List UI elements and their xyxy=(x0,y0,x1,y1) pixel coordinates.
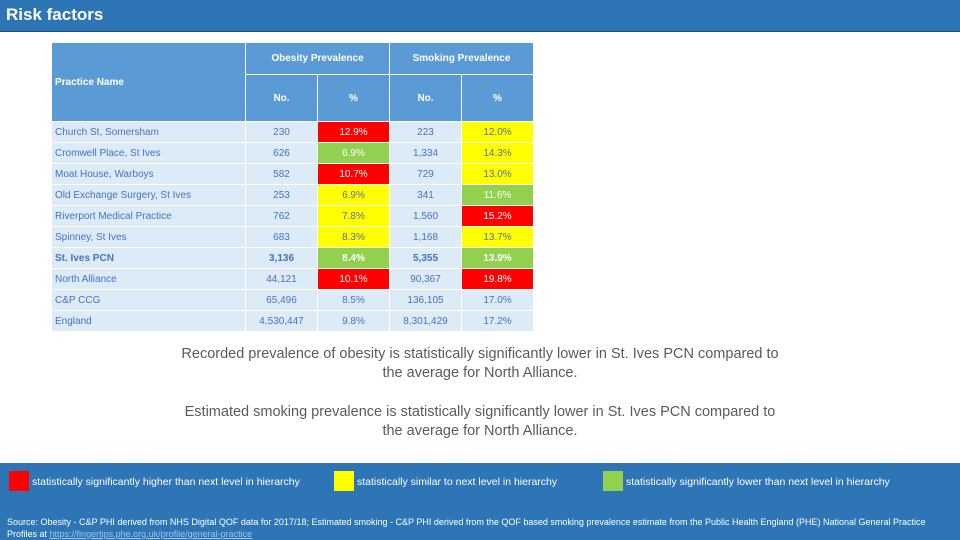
smoking-pct-header: % xyxy=(462,75,534,122)
obesity-note: Recorded prevalence of obesity is statistically significantly lower in St. Ives PCN compared to the average for North Alliance. xyxy=(181,346,779,381)
table-row xyxy=(52,122,534,143)
practice-name-cell: Old Exchange Surgery, St Ives xyxy=(52,185,246,206)
obesity-pct-cell: 6.9% xyxy=(318,143,390,164)
obesity-pct-cell: 10.7% xyxy=(318,164,390,185)
legend-lower-label: statistically significantly lower than next level in hierarchy xyxy=(626,476,890,488)
obesity-pct-cell: 8.5% xyxy=(318,290,390,311)
obesity-no-cell: 582 xyxy=(246,164,318,185)
obesity-no-cell: 230 xyxy=(246,122,318,143)
smoking-note: Estimated smoking prevalence is statistically significantly lower in St. Ives PCN compared to the average for North Alliance. xyxy=(184,404,776,439)
smoking-no-cell: 8,301,429 xyxy=(390,311,462,332)
practice-name-cell: Spinney, St Ives xyxy=(52,227,246,248)
obesity-pct-cell: 12.9% xyxy=(318,122,390,143)
table-row xyxy=(52,143,534,164)
source-link[interactable]: https://fingertips.phe.org.uk/profile/general-practice xyxy=(49,529,253,539)
source-text: Source: Obesity - C&P PHI derived from NHS Digital QOF data for 2017/18; Estimated smoking - C&P PHI derived from the QOF based smoking prevalence estimate from the Public Health England (PHE) National General Practice Profiles at xyxy=(7,517,926,539)
obesity-pct-cell: 8.4% xyxy=(318,248,390,269)
practice-name-cell: Moat House, Warboys xyxy=(52,164,246,185)
green-swatch xyxy=(603,471,623,491)
smoking-pct-cell: 11.6% xyxy=(462,185,534,206)
smoking-pct-cell: 19.8% xyxy=(462,269,534,290)
smoking-no-cell: 90,367 xyxy=(390,269,462,290)
table-row xyxy=(52,227,534,248)
practice-name-cell: St. Ives PCN xyxy=(52,248,246,269)
yellow-swatch xyxy=(334,471,354,491)
smoking-group-header: Smoking Prevalence xyxy=(390,43,534,75)
smoking-pct-cell: 14.3% xyxy=(462,143,534,164)
practice-name-cell: North Alliance xyxy=(52,269,246,290)
obesity-no-cell: 65,496 xyxy=(246,290,318,311)
obesity-group-header: Obesity Prevalence xyxy=(246,43,390,75)
smoking-no-cell: 1,168 xyxy=(390,227,462,248)
legend-similar-label: statistically similar to next level in hierarchy xyxy=(357,476,558,488)
smoking-no-header: No. xyxy=(390,75,462,122)
table-row xyxy=(52,164,534,185)
obesity-no-cell: 3,136 xyxy=(246,248,318,269)
obesity-pct-header: % xyxy=(318,75,390,122)
obesity-no-cell: 253 xyxy=(246,185,318,206)
smoking-pct-cell: 17.0% xyxy=(462,290,534,311)
smoking-pct-cell: 13.7% xyxy=(462,227,534,248)
table-row xyxy=(52,311,534,332)
obesity-no-header: No. xyxy=(246,75,318,122)
practice-name-cell: C&P CCG xyxy=(52,290,246,311)
obesity-no-cell: 683 xyxy=(246,227,318,248)
smoking-no-cell: 729 xyxy=(390,164,462,185)
table-row xyxy=(52,185,534,206)
smoking-no-cell: 341 xyxy=(390,185,462,206)
obesity-no-cell: 44,121 xyxy=(246,269,318,290)
smoking-no-cell: 5,355 xyxy=(390,248,462,269)
legend-higher-label: statistically significantly higher than next level in hierarchy xyxy=(32,476,300,488)
red-swatch xyxy=(9,471,29,491)
smoking-no-cell: 1,560 xyxy=(390,206,462,227)
smoking-no-cell: 136,105 xyxy=(390,290,462,311)
table-row xyxy=(52,206,534,227)
obesity-pct-cell: 9.8% xyxy=(318,311,390,332)
table-row xyxy=(52,269,534,290)
practice-name-cell: Cromwell Place, St Ives xyxy=(52,143,246,164)
obesity-pct-cell: 8.3% xyxy=(318,227,390,248)
smoking-pct-cell: 13.9% xyxy=(462,248,534,269)
practice-name-header: Practice Name xyxy=(52,43,246,122)
obesity-pct-cell: 6.9% xyxy=(318,185,390,206)
table-row xyxy=(52,290,534,311)
practice-name-cell: Riverport Medical Practice xyxy=(52,206,246,227)
obesity-no-cell: 626 xyxy=(246,143,318,164)
practice-name-cell: England xyxy=(52,311,246,332)
page-title: Risk factors xyxy=(6,5,104,24)
legend-bar xyxy=(0,463,960,540)
obesity-pct-cell: 10.1% xyxy=(318,269,390,290)
obesity-pct-cell: 7.8% xyxy=(318,206,390,227)
smoking-no-cell: 1,334 xyxy=(390,143,462,164)
obesity-no-cell: 762 xyxy=(246,206,318,227)
smoking-pct-cell: 17.2% xyxy=(462,311,534,332)
prevalence-table xyxy=(51,42,534,332)
source-note xyxy=(7,516,957,540)
obesity-no-cell: 4,530,447 xyxy=(246,311,318,332)
smoking-pct-cell: 12.0% xyxy=(462,122,534,143)
smoking-pct-cell: 13.0% xyxy=(462,164,534,185)
smoking-pct-cell: 15.2% xyxy=(462,206,534,227)
practice-name-cell: Church St, Somersham xyxy=(52,122,246,143)
table-row xyxy=(52,248,534,269)
smoking-no-cell: 223 xyxy=(390,122,462,143)
title-bar xyxy=(0,0,960,32)
